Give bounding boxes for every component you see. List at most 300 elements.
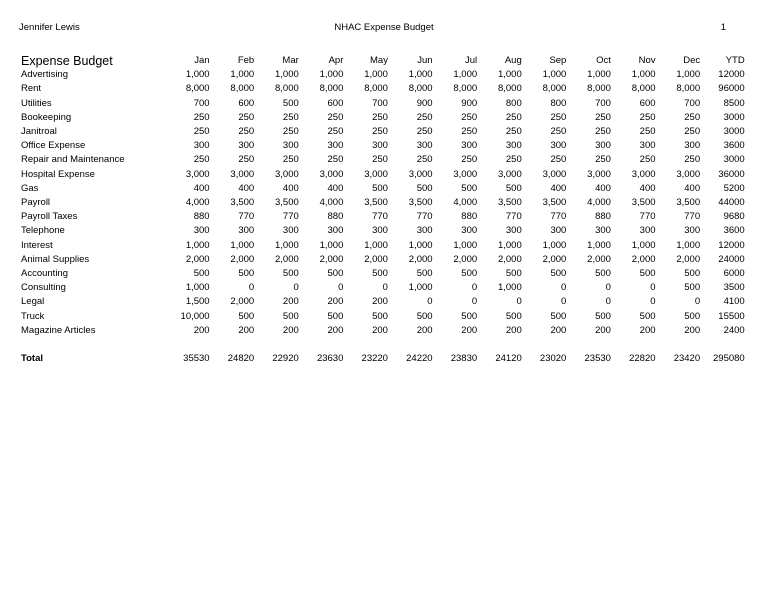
table-row (21, 82, 745, 96)
column-header: Nov (638, 55, 656, 66)
cell-value: 3000 (723, 111, 745, 123)
cell-value: 3,000 (275, 168, 299, 180)
cell-value: 250 (461, 126, 478, 138)
cell-value: 300 (595, 225, 611, 237)
cell-value: 880 (193, 211, 210, 223)
cell-value: 300 (639, 225, 656, 237)
cell-value: 0 (471, 282, 478, 294)
cell-value: 500 (282, 268, 299, 280)
table-row (21, 168, 745, 182)
row-label: Advertising (21, 69, 68, 81)
cell-value: 250 (550, 111, 567, 123)
row-label: Bookeeping (21, 111, 72, 123)
cell-value: 3,500 (497, 197, 522, 209)
table-row (21, 196, 745, 210)
cell-value: 900 (416, 97, 433, 109)
cell-value: 200 (327, 324, 344, 336)
cell-value: 400 (595, 182, 611, 194)
table-row (21, 68, 745, 82)
column-header: Jun (417, 55, 433, 66)
cell-value: 1,000 (676, 69, 701, 81)
cell-value: 250 (238, 111, 255, 123)
spacer-row (21, 338, 745, 352)
cell-value: 200 (684, 324, 701, 336)
cell-value: 3,500 (230, 197, 255, 209)
cell-value: 250 (639, 126, 656, 138)
cell-value: 600 (639, 97, 656, 109)
sheet-title: Expense Budget (21, 54, 113, 68)
cell-value: 250 (550, 126, 567, 138)
cell-value: 500 (416, 268, 433, 280)
cell-value: 2,000 (408, 253, 433, 265)
cell-value: 300 (461, 225, 478, 237)
cell-value: 500 (505, 310, 522, 322)
cell-value: 770 (684, 211, 701, 223)
cell-value: 700 (684, 97, 701, 109)
cell-value: 0 (605, 296, 611, 308)
cell-value: 3,000 (497, 168, 522, 180)
cell-value: 500 (684, 282, 701, 294)
cell-value: 2,000 (497, 253, 522, 265)
cell-value: 15500 (718, 310, 745, 322)
cell-value: 2,000 (319, 253, 344, 265)
cell-value: 500 (461, 182, 478, 194)
cell-value: 250 (416, 126, 433, 138)
row-label: Interest (21, 239, 53, 251)
cell-value: 0 (561, 296, 567, 308)
cell-value: 770 (416, 211, 433, 223)
column-header: Jul (465, 55, 478, 66)
cell-value: 300 (193, 140, 210, 152)
row-label: Office Expense (21, 140, 86, 152)
column-header: Aug (504, 55, 522, 66)
cell-value: 1,000 (631, 239, 656, 251)
cell-value: 1,000 (408, 239, 433, 251)
cell-value: 800 (505, 97, 522, 109)
cell-value: 2,000 (587, 253, 611, 265)
row-label: Hospital Expense (21, 168, 95, 180)
cell-value: 1,000 (185, 239, 210, 251)
table-row (21, 153, 745, 167)
cell-value: 1,000 (185, 69, 210, 81)
cell-value: 0 (516, 296, 522, 308)
cell-value: 1,000 (497, 69, 522, 81)
table-row (21, 139, 745, 153)
cell-value: 250 (193, 126, 210, 138)
cell-value: 8,000 (230, 83, 255, 95)
cell-value: 250 (595, 126, 611, 138)
cell-value: 500 (684, 310, 701, 322)
cell-value: 400 (282, 182, 299, 194)
cell-value: 8,000 (408, 83, 433, 95)
cell-value: 500 (238, 310, 255, 322)
row-label: Telephone (21, 225, 65, 237)
cell-value: 2,000 (275, 253, 299, 265)
row-label: Utilities (21, 97, 52, 109)
cell-value: 400 (684, 182, 701, 194)
table-row (21, 224, 745, 238)
row-label: Animal Supplies (21, 253, 90, 265)
cell-value: 3,000 (453, 168, 478, 180)
cell-value: 1,000 (319, 239, 344, 251)
cell-value: 500 (550, 268, 567, 280)
cell-value: 250 (505, 154, 522, 166)
cell-value: 36000 (718, 168, 745, 180)
cell-value: 500 (639, 268, 656, 280)
cell-value: 24220 (406, 353, 433, 365)
cell-value: 23630 (316, 353, 344, 365)
cell-value: 0 (427, 296, 433, 308)
cell-value: 8,000 (364, 83, 388, 95)
cell-value: 300 (282, 225, 299, 237)
cell-value: 4,000 (587, 197, 611, 209)
column-header: May (370, 55, 388, 66)
cell-value: 250 (372, 126, 388, 138)
cell-value: 250 (372, 154, 388, 166)
cell-value: 700 (372, 97, 388, 109)
cell-value: 4100 (723, 296, 745, 308)
row-label: Legal (21, 296, 45, 308)
cell-value: 0 (694, 296, 701, 308)
cell-value: 200 (461, 324, 478, 336)
table-row (21, 324, 745, 338)
cell-value: 23420 (673, 353, 701, 365)
column-header: Mar (282, 55, 299, 66)
cell-value: 300 (684, 225, 701, 237)
table-row (21, 267, 745, 281)
row-label: Payroll (21, 197, 51, 209)
cell-value: 500 (550, 310, 567, 322)
row-label: Total (21, 353, 43, 365)
cell-value: 8,000 (453, 83, 478, 95)
cell-value: 500 (416, 310, 433, 322)
cell-value: 2,000 (185, 253, 210, 265)
cell-value: 1,000 (587, 239, 611, 251)
cell-value: 3,500 (408, 197, 433, 209)
cell-value: 3,000 (542, 168, 567, 180)
cell-value: 300 (505, 225, 522, 237)
cell-value: 1,000 (364, 239, 388, 251)
cell-value: 500 (684, 268, 701, 280)
cell-value: 300 (684, 140, 701, 152)
cell-value: 3,500 (542, 197, 567, 209)
cell-value: 250 (372, 111, 388, 123)
column-header: Sep (549, 55, 567, 66)
cell-value: 300 (639, 140, 656, 152)
cell-value: 2,000 (631, 253, 656, 265)
cell-value: 770 (372, 211, 388, 223)
cell-value: 1,000 (364, 69, 388, 81)
cell-value: 10,000 (180, 310, 210, 322)
cell-value: 250 (416, 154, 433, 166)
cell-value: 1,000 (542, 69, 567, 81)
cell-value: 250 (193, 154, 210, 166)
cell-value: 5200 (723, 182, 745, 194)
cell-value: 12000 (718, 239, 745, 251)
cell-value: 250 (550, 154, 567, 166)
cell-value: 1,500 (185, 296, 210, 308)
cell-value: 3,000 (185, 168, 210, 180)
cell-value: 300 (505, 140, 522, 152)
cell-value: 300 (372, 225, 388, 237)
cell-value: 3,500 (275, 197, 299, 209)
row-label: Magazine Articles (21, 324, 96, 336)
cell-value: 500 (505, 182, 522, 194)
cell-value: 2,000 (676, 253, 701, 265)
cell-value: 250 (595, 154, 611, 166)
cell-value: 3600 (723, 140, 745, 152)
cell-value: 250 (505, 111, 522, 123)
cell-value: 295080 (713, 353, 745, 365)
cell-value: 200 (193, 324, 210, 336)
cell-value: 1,000 (497, 239, 522, 251)
cell-value: 3,500 (676, 197, 701, 209)
table-row (21, 97, 745, 111)
cell-value: 500 (595, 268, 611, 280)
cell-value: 250 (461, 154, 478, 166)
row-label: Payroll Taxes (21, 211, 78, 223)
cell-value: 880 (595, 211, 611, 223)
cell-value: 1,000 (230, 239, 255, 251)
cell-value: 35530 (183, 353, 210, 365)
table-row (21, 210, 745, 224)
cell-value: 0 (293, 282, 299, 294)
cell-value: 22920 (272, 353, 299, 365)
cell-value: 24000 (718, 253, 745, 265)
cell-value: 24120 (495, 353, 522, 365)
cell-value: 3,500 (364, 197, 388, 209)
cell-value: 880 (461, 211, 478, 223)
cell-value: 96000 (718, 83, 745, 95)
cell-value: 4,000 (453, 197, 478, 209)
cell-value: 8,000 (275, 83, 299, 95)
cell-value: 1,000 (631, 69, 656, 81)
cell-value: 300 (372, 140, 388, 152)
cell-value: 23530 (584, 353, 611, 365)
cell-value: 500 (595, 310, 611, 322)
table-row (21, 182, 745, 196)
cell-value: 500 (327, 310, 344, 322)
cell-value: 600 (327, 97, 344, 109)
cell-value: 23020 (539, 353, 567, 365)
cell-value: 300 (416, 225, 433, 237)
cell-value: 1,000 (676, 239, 701, 251)
cell-value: 250 (282, 111, 299, 123)
cell-value: 770 (282, 211, 299, 223)
cell-value: 8,000 (319, 83, 344, 95)
cell-value: 500 (282, 97, 299, 109)
cell-value: 3,000 (631, 168, 656, 180)
row-label: Gas (21, 182, 39, 194)
cell-value: 250 (327, 111, 344, 123)
cell-value: 250 (505, 126, 522, 138)
cell-value: 1,000 (275, 69, 299, 81)
row-label: Repair and Maintenance (21, 154, 125, 166)
cell-value: 8,000 (631, 83, 656, 95)
table-row (21, 111, 745, 125)
cell-value: 300 (327, 140, 344, 152)
cell-value: 250 (684, 126, 701, 138)
cell-value: 3,500 (631, 197, 656, 209)
cell-value: 250 (684, 111, 701, 123)
cell-value: 200 (282, 296, 299, 308)
cell-value: 0 (561, 282, 567, 294)
cell-value: 250 (595, 111, 611, 123)
cell-value: 200 (327, 296, 344, 308)
cell-value: 1,000 (453, 69, 478, 81)
row-label: Consulting (21, 282, 66, 294)
cell-value: 300 (461, 140, 478, 152)
cell-value: 250 (416, 111, 433, 123)
cell-value: 8,000 (497, 83, 522, 95)
cell-value: 6000 (723, 268, 745, 280)
row-label: Accounting (21, 268, 69, 280)
cell-value: 250 (282, 126, 299, 138)
cell-value: 300 (238, 225, 255, 237)
cell-value: 300 (550, 225, 567, 237)
column-header: Jan (194, 55, 210, 66)
row-label: Janitroal (21, 126, 57, 138)
cell-value: 8500 (723, 97, 745, 109)
cell-value: 1,000 (408, 282, 433, 294)
cell-value: 500 (416, 182, 433, 194)
cell-value: 400 (238, 182, 255, 194)
cell-value: 250 (327, 126, 344, 138)
cell-value: 1,000 (408, 69, 433, 81)
cell-value: 3,000 (230, 168, 255, 180)
cell-value: 8,000 (587, 83, 611, 95)
cell-value: 3,000 (676, 168, 701, 180)
cell-value: 500 (193, 268, 210, 280)
cell-value: 3000 (723, 126, 745, 138)
cell-value: 770 (639, 211, 656, 223)
cell-value: 1,000 (319, 69, 344, 81)
cell-value: 300 (238, 140, 255, 152)
cell-value: 1,000 (453, 239, 478, 251)
cell-value: 900 (461, 97, 478, 109)
cell-value: 3600 (723, 225, 745, 237)
cell-value: 500 (238, 268, 255, 280)
cell-value: 3,000 (364, 168, 388, 180)
column-header: Dec (683, 55, 701, 66)
cell-value: 200 (372, 296, 388, 308)
table-header-row (21, 54, 745, 68)
cell-value: 400 (639, 182, 656, 194)
column-header: YTD (725, 55, 745, 66)
cell-value: 250 (327, 154, 344, 166)
cell-value: 500 (372, 268, 388, 280)
cell-value: 250 (639, 111, 656, 123)
cell-value: 1,000 (185, 282, 210, 294)
cell-value: 500 (461, 310, 478, 322)
cell-value: 500 (372, 310, 388, 322)
row-label: Rent (21, 83, 42, 95)
cell-value: 200 (639, 324, 656, 336)
header-title: NHAC Expense Budget (334, 22, 434, 33)
row-label: Truck (21, 310, 45, 322)
column-header: Feb (237, 55, 255, 66)
cell-value: 400 (193, 182, 210, 194)
cell-value: 300 (550, 140, 567, 152)
column-header: Oct (596, 55, 611, 66)
cell-value: 2,000 (453, 253, 478, 265)
cell-value: 770 (505, 211, 522, 223)
cell-value: 3,000 (408, 168, 433, 180)
cell-value: 0 (338, 282, 344, 294)
table-row (21, 239, 745, 253)
cell-value: 2,000 (364, 253, 388, 265)
cell-value: 12000 (718, 69, 745, 81)
cell-value: 500 (505, 268, 522, 280)
cell-value: 200 (238, 324, 255, 336)
cell-value: 500 (282, 310, 299, 322)
cell-value: 0 (471, 296, 478, 308)
cell-value: 0 (650, 282, 656, 294)
cell-value: 0 (605, 282, 611, 294)
table-row (21, 310, 745, 324)
cell-value: 2400 (723, 324, 745, 336)
cell-value: 500 (327, 268, 344, 280)
table-row (21, 253, 745, 267)
cell-value: 880 (327, 211, 344, 223)
cell-value: 500 (461, 268, 478, 280)
cell-value: 4,000 (319, 197, 344, 209)
cell-value: 250 (193, 111, 210, 123)
cell-value: 250 (461, 111, 478, 123)
total-row (21, 352, 745, 366)
header-page-number: 1 (720, 22, 726, 33)
cell-value: 300 (595, 140, 611, 152)
cell-value: 3,000 (319, 168, 344, 180)
cell-value: 2,000 (230, 296, 255, 308)
cell-value: 250 (238, 154, 255, 166)
cell-value: 300 (416, 140, 433, 152)
cell-value: 9680 (723, 211, 745, 223)
cell-value: 1,000 (497, 282, 522, 294)
cell-value: 3500 (723, 282, 745, 294)
cell-value: 770 (550, 211, 567, 223)
cell-value: 700 (595, 97, 611, 109)
cell-value: 500 (372, 182, 388, 194)
column-header: Apr (328, 55, 344, 66)
cell-value: 770 (238, 211, 255, 223)
cell-value: 8,000 (542, 83, 567, 95)
cell-value: 24820 (227, 353, 255, 365)
cell-value: 2,000 (542, 253, 567, 265)
cell-value: 250 (238, 126, 255, 138)
cell-value: 200 (595, 324, 611, 336)
cell-value: 400 (327, 182, 344, 194)
cell-value: 23220 (361, 353, 388, 365)
cell-value: 23830 (450, 353, 478, 365)
cell-value: 4,000 (185, 197, 210, 209)
cell-value: 1,000 (587, 69, 611, 81)
cell-value: 8,000 (185, 83, 210, 95)
cell-value: 300 (327, 225, 344, 237)
cell-value: 300 (282, 140, 299, 152)
cell-value: 200 (282, 324, 299, 336)
table-row (21, 281, 745, 295)
cell-value: 2,000 (230, 253, 255, 265)
cell-value: 700 (193, 97, 210, 109)
cell-value: 8,000 (676, 83, 701, 95)
cell-value: 250 (639, 154, 656, 166)
cell-value: 0 (382, 282, 388, 294)
cell-value: 0 (650, 296, 656, 308)
expense-budget-table (21, 54, 745, 366)
cell-value: 1,000 (230, 69, 255, 81)
cell-value: 200 (550, 324, 567, 336)
